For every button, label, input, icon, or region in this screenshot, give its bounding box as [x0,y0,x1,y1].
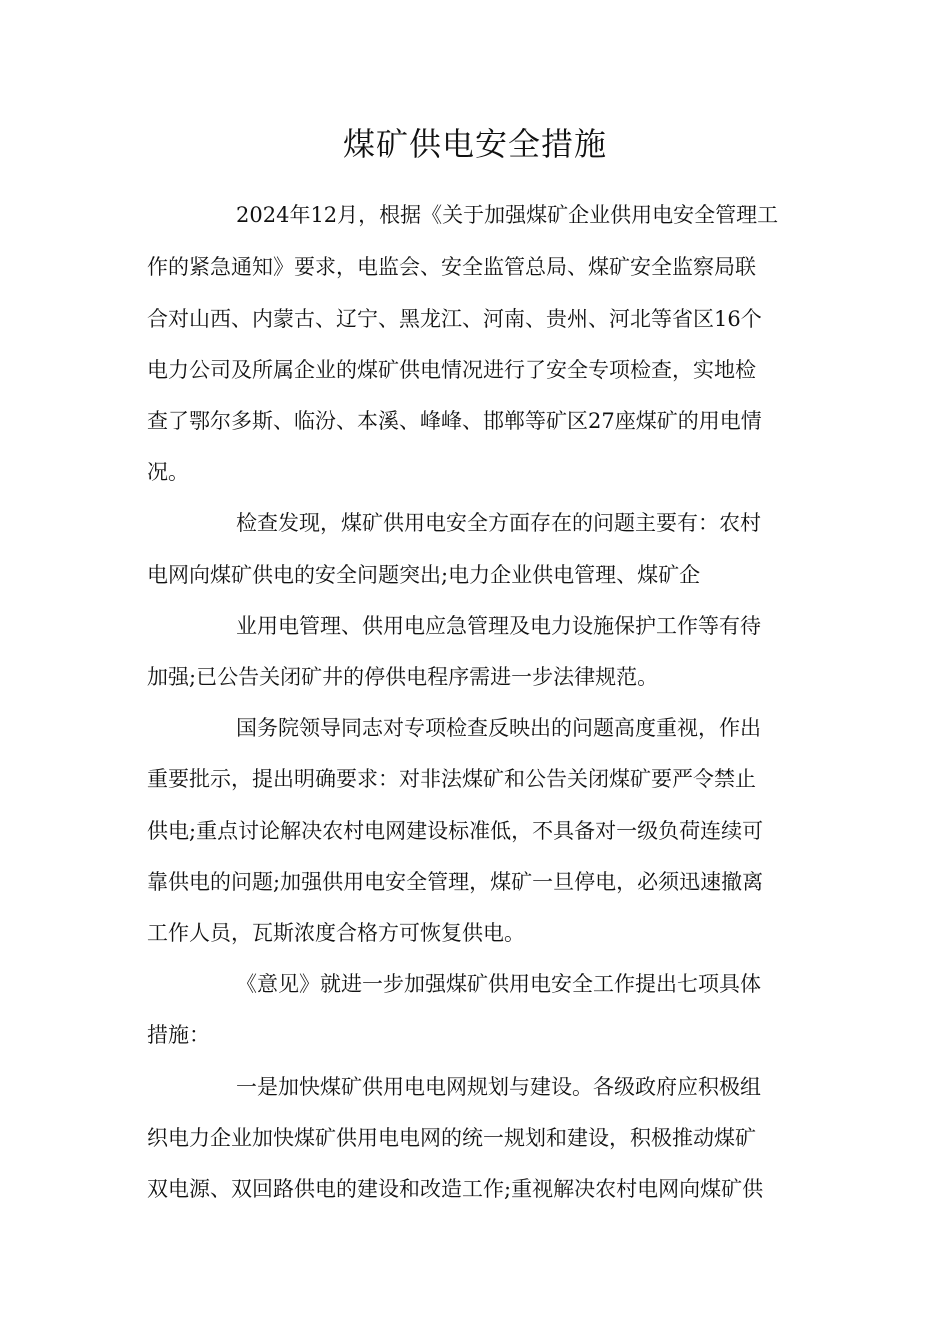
text-line: 《意见》就进一步加强煤矿供用电安全工作提出七项具体 [236,972,761,996]
text-line: 重要批示，提出明确要求：对非法煤矿和公告关闭煤矿要严令禁止 [147,767,756,791]
text-line: 织电力企业加快煤矿供用电电网的统一规划和建设，积极推动煤矿 [147,1126,756,1150]
text-line: 一是加快煤矿供用电电网规划与建设。各级政府应积极组 [236,1075,761,1099]
page-title: 煤矿供电安全措施 [342,125,607,163]
text-line: 电网向煤矿供电的安全问题突出;电力企业供电管理、煤矿企 [147,563,701,587]
text-line: 电力公司及所属企业的煤矿供电情况进行了安全专项检查，实地检 [147,358,756,382]
text-line: 供电;重点讨论解决农村电网建设标准低，不具备对一级负荷连续可 [147,819,764,843]
text-line: 业用电管理、供用电应急管理及电力设施保护工作等有待 [236,614,761,638]
text-line: 查了鄂尔多斯、临汾、本溪、峰峰、邯郸等矿区27座煤矿的用电情 [147,409,762,433]
text-line: 2024年12月，根据《关于加强煤矿企业供用电安全管理工 [236,203,779,227]
text-line: 检查发现，煤矿供用电安全方面存在的问题主要有：农村 [236,511,761,535]
text-line: 况。 [147,460,189,484]
text-line: 工作人员，瓦斯浓度合格方可恢复供电。 [147,921,525,945]
text-line: 加强;已公告关闭矿井的停供电程序需进一步法律规范。 [147,665,659,689]
text-line: 措施： [147,1023,210,1047]
text-line: 双电源、双回路供电的建设和改造工作;重视解决农村电网向煤矿供 [147,1177,764,1201]
text-line: 合对山西、内蒙古、辽宁、黑龙江、河南、贵州、河北等省区16个 [147,307,762,331]
text-line: 国务院领导同志对专项检查反映出的问题高度重视，作出 [236,716,761,740]
text-line: 靠供电的问题;加强供用电安全管理，煤矿一旦停电，必须迅速撤离 [147,870,764,894]
text-line: 作的紧急通知》要求，电监会、安全监管总局、煤矿安全监察局联 [147,255,756,279]
